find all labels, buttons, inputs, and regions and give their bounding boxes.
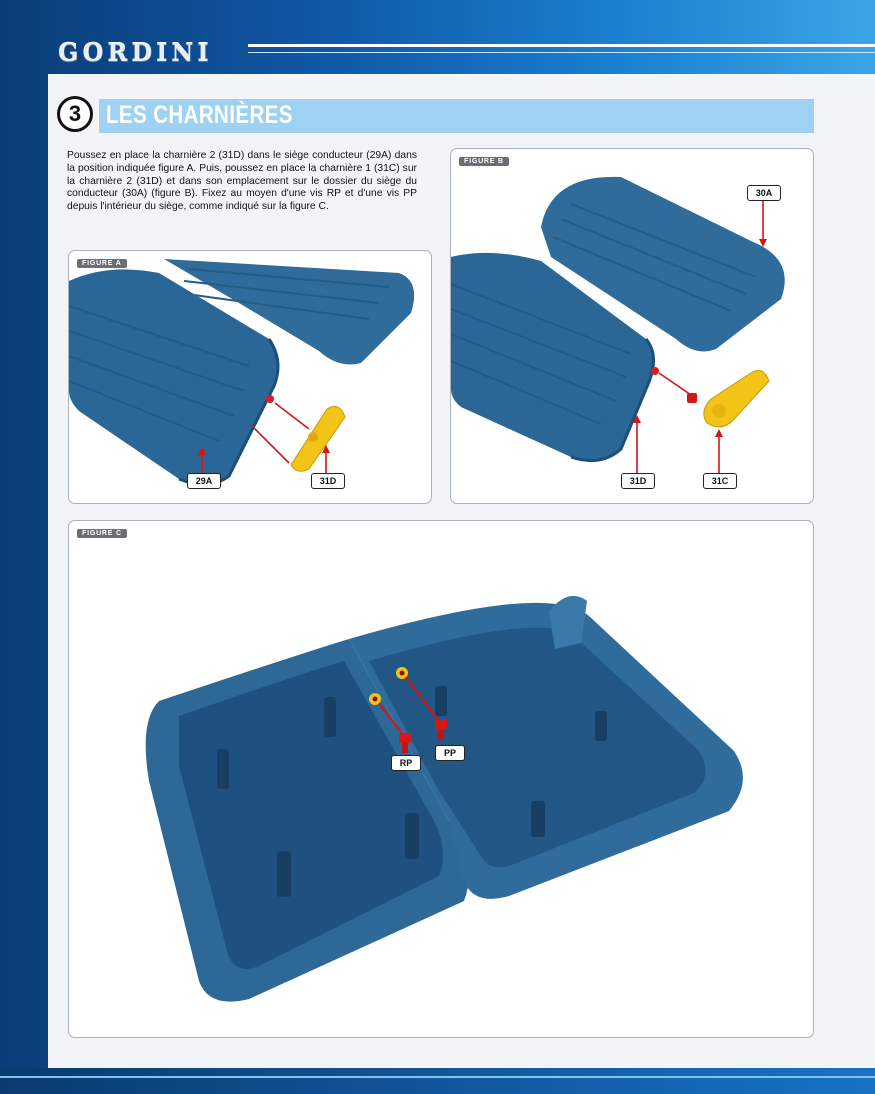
header-rule (248, 44, 875, 47)
hinge-31d (291, 406, 345, 471)
arrow-b1 (659, 373, 691, 395)
callout-31d: 31D (311, 473, 345, 489)
callout-rp: RP (391, 755, 421, 771)
brand-logo: GORDINI (58, 38, 213, 67)
callout-29a: 29A (187, 473, 221, 489)
figure-a-illustration (69, 251, 431, 503)
callout-30a: 30A (747, 185, 781, 201)
instructions-text: Poussez en place la charnière 2 (31D) dans le siège conducteur (29A) dans la position indiquée figure A. Puis, poussez en place la charnière 1 (31C) sur la charnière 2 (31D) et dans son emplacement sur le dossier du siège du conducteur (30A) (figure B). Fixez au moyen d'une vis RP et d'une vis PP depuis l'intérieur du siège, comme indiqué sur la figure C. (67, 150, 417, 213)
figure-a (68, 250, 432, 504)
figure-b-label: FIGURE B (459, 157, 509, 166)
header-rule-thin (248, 52, 875, 53)
screw-hole (266, 395, 274, 403)
screw-hole (651, 367, 659, 375)
section-title: LES CHARNIÈRES (106, 101, 293, 129)
arrow-a2 (251, 425, 289, 463)
figure-c-illustration (69, 521, 813, 1037)
figure-b (450, 148, 814, 504)
step-number-badge: 3 (57, 96, 93, 132)
figure-c-label: FIGURE C (77, 529, 127, 538)
arrow-a1 (275, 403, 309, 429)
figure-c (68, 520, 814, 1038)
callout-31c: 31C (703, 473, 737, 489)
footer-band (0, 1068, 875, 1094)
figure-a-label: FIGURE A (77, 259, 127, 268)
footer-rule (0, 1076, 875, 1078)
callout-pp: PP (435, 745, 465, 761)
figure-b-illustration (451, 149, 813, 503)
hinge-31c (704, 370, 769, 427)
callout-31d: 31D (621, 473, 655, 489)
